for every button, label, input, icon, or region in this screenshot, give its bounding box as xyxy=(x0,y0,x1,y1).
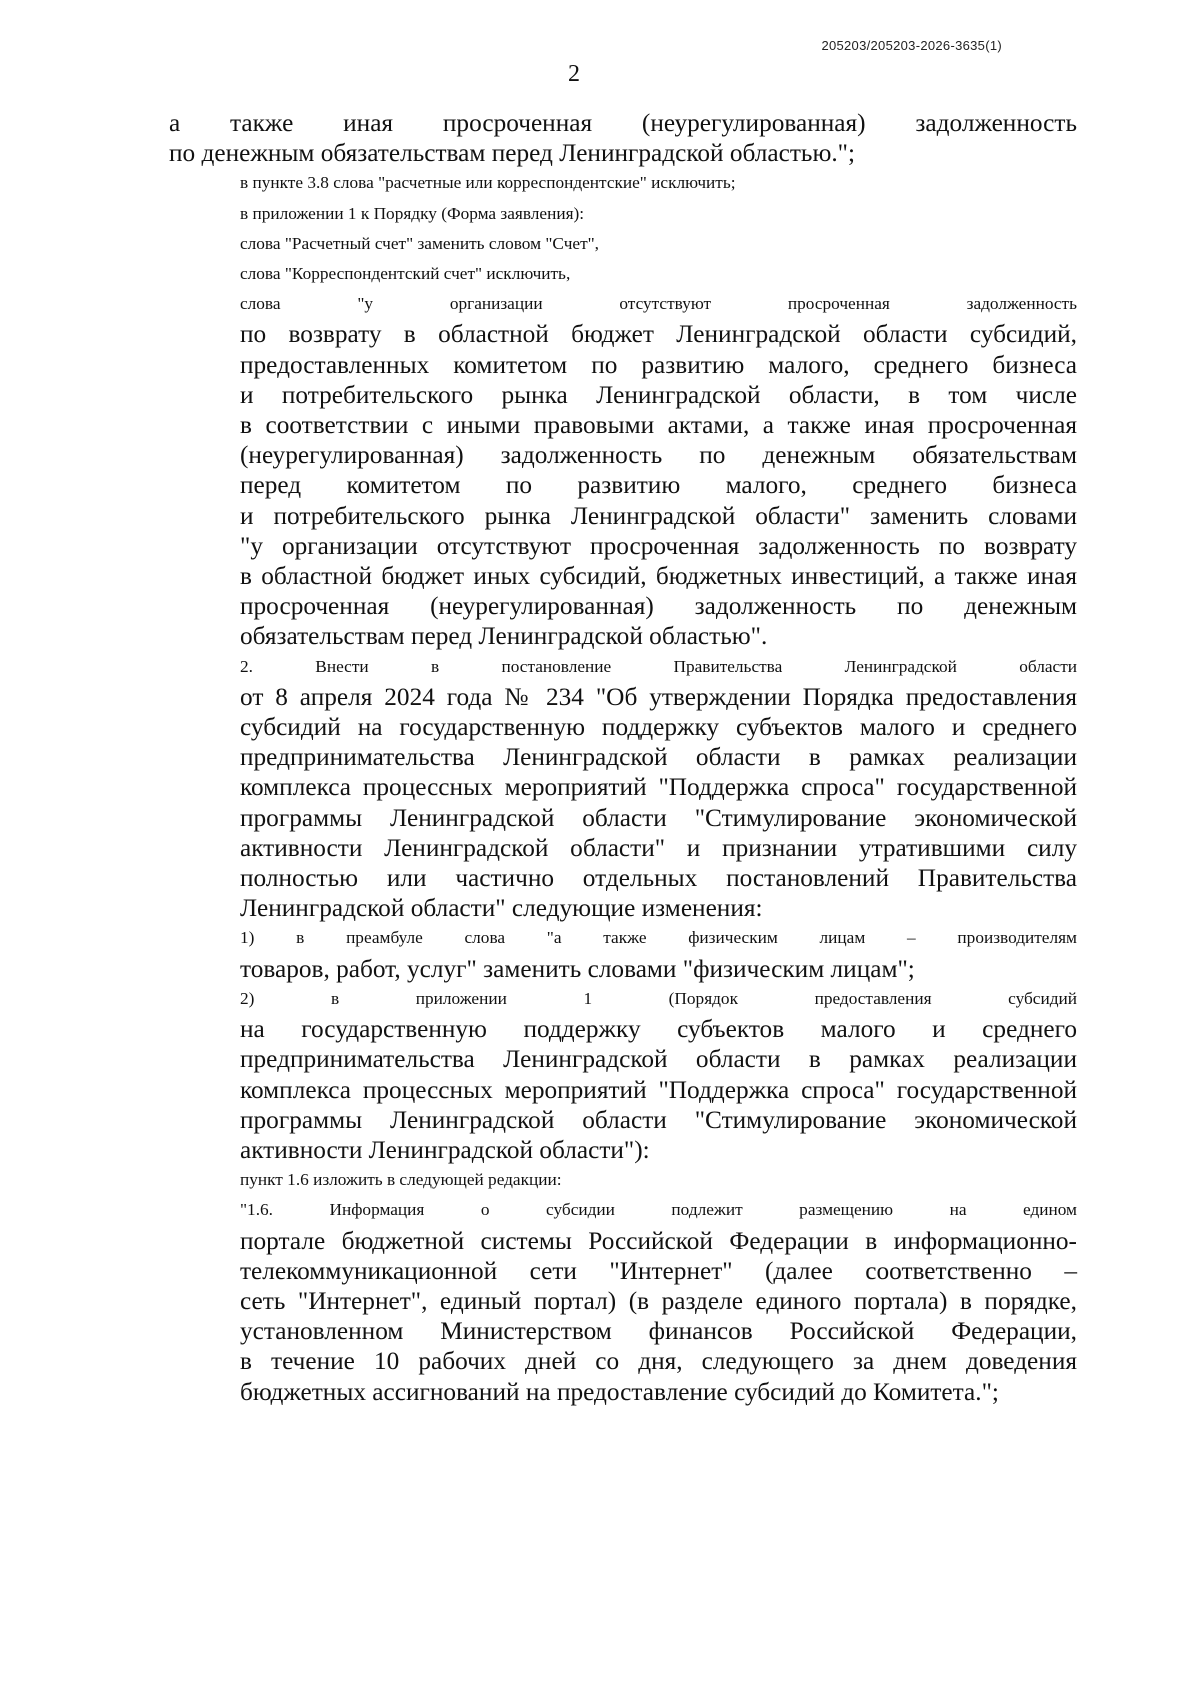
text-line: бюджетных ассигнований на предоставление субсидий до Комитета."; xyxy=(240,1377,999,1406)
text-line: на государственную поддержку субъектов малого и среднего xyxy=(240,1015,1077,1044)
text-line: комплекса процессных мероприятий "Поддержка спроса" государственной xyxy=(240,773,1077,802)
paragraph xyxy=(169,1195,1077,1406)
text-line: (неурегулированная) задолженность по денежным обязательствам xyxy=(240,441,1077,470)
text-line: 1) в преамбуле слова "а также физическим лицам – производителям xyxy=(240,928,1077,948)
text-line: Ленинградской области" следующие изменения: xyxy=(240,894,763,923)
text-line: 2) в приложении 1 (Порядок предоставления субсидий xyxy=(240,988,1077,1008)
text-line: "1.6. Информация о субсидии подлежит размещению на едином xyxy=(240,1200,1077,1220)
page-number: 2 xyxy=(568,61,580,87)
paragraph xyxy=(169,923,1077,983)
text-line: по денежным обязательствам перед Ленинградской областью."; xyxy=(169,139,856,168)
text-line: слова "у организации отсутствуют просроченная задолженность xyxy=(240,294,1077,314)
text-line: предоставленных комитетом по развитию малого, среднего бизнеса xyxy=(240,350,1077,379)
text-line: в течение 10 рабочих дней со дня, следующего за днем доведения xyxy=(240,1347,1077,1376)
document-registration-code: 205203/205203-2026-3635(1) xyxy=(821,38,1002,53)
text-line: программы Ленинградской области "Стимулирование экономической xyxy=(240,1105,1077,1134)
paragraph xyxy=(169,259,1077,289)
text-line: и потребительского рынка Ленинградской области, в том числе xyxy=(240,380,1077,409)
text-line: активности Ленинградской области"): xyxy=(240,1135,650,1164)
text-line: обязательствам перед Ленинградской областью". xyxy=(240,622,768,651)
paragraph xyxy=(169,199,1077,229)
text-line: активности Ленинградской области" и признании утратившими силу xyxy=(240,833,1077,862)
text-line: в приложении 1 к Порядку (Форма заявления): xyxy=(240,203,585,223)
paragraph xyxy=(169,168,1077,198)
paragraph xyxy=(169,108,1077,168)
text-line: комплекса процессных мероприятий "Поддержка спроса" государственной xyxy=(240,1075,1077,1104)
text-line: программы Ленинградской области "Стимулирование экономической xyxy=(240,803,1077,832)
text-line: товаров, работ, услуг" заменить словами "физическим лицам"; xyxy=(240,954,915,983)
text-line: перед комитетом по развитию малого, среднего бизнеса xyxy=(240,471,1077,500)
text-line: сеть "Интернет", единый портал) (в разделе единого портала) в порядке, xyxy=(240,1286,1077,1315)
text-line: слова "Расчетный счет" заменить словом "Счет", xyxy=(240,233,600,253)
paragraph xyxy=(169,289,1077,651)
text-line: от 8 апреля 2024 года № 234 "Об утверждении Порядка предоставления xyxy=(240,682,1077,711)
text-line: по возврату в областной бюджет Ленинградской области субсидий, xyxy=(240,320,1077,349)
text-line: полностью или частично отдельных постановлений Правительства xyxy=(240,864,1077,893)
text-line: предпринимательства Ленинградской области в рамках реализации xyxy=(240,743,1077,772)
text-line: "у организации отсутствуют просроченная задолженность по возврату xyxy=(240,531,1077,560)
text-line: в соответствии с иными правовыми актами, а также иная просроченная xyxy=(240,411,1077,440)
paragraph xyxy=(169,984,1077,1165)
text-line: слова "Корреспондентский счет" исключить, xyxy=(240,264,571,284)
paragraph xyxy=(169,229,1077,259)
text-line: в областной бюджет иных субсидий, бюджетных инвестиций, а также иная xyxy=(240,562,1077,591)
text-line: а также иная просроченная (неурегулированная) задолженность xyxy=(169,109,1077,137)
text-line: и потребительского рынка Ленинградской области" заменить словами xyxy=(240,501,1077,530)
document-body xyxy=(169,108,1077,1407)
paragraph xyxy=(169,1165,1077,1195)
text-line: в пункте 3.8 слова "расчетные или корреспондентские" исключить; xyxy=(240,173,736,193)
text-line: субсидий на государственную поддержку субъектов малого и среднего xyxy=(240,713,1077,742)
text-line: портале бюджетной системы Российской Федерации в информационно- xyxy=(240,1226,1077,1255)
text-line: установленном Министерством финансов Российской Федерации, xyxy=(240,1317,1077,1346)
paragraph xyxy=(169,652,1077,924)
text-line: телекоммуникационной сети "Интернет" (далее соответственно – xyxy=(240,1256,1077,1285)
text-line: просроченная (неурегулированная) задолженность по денежным xyxy=(240,592,1077,621)
text-line: предпринимательства Ленинградской области в рамках реализации xyxy=(240,1045,1077,1074)
text-line: пункт 1.6 изложить в следующей редакции: xyxy=(240,1170,562,1190)
text-line: 2. Внести в постановление Правительства Ленинградской области xyxy=(240,656,1077,676)
